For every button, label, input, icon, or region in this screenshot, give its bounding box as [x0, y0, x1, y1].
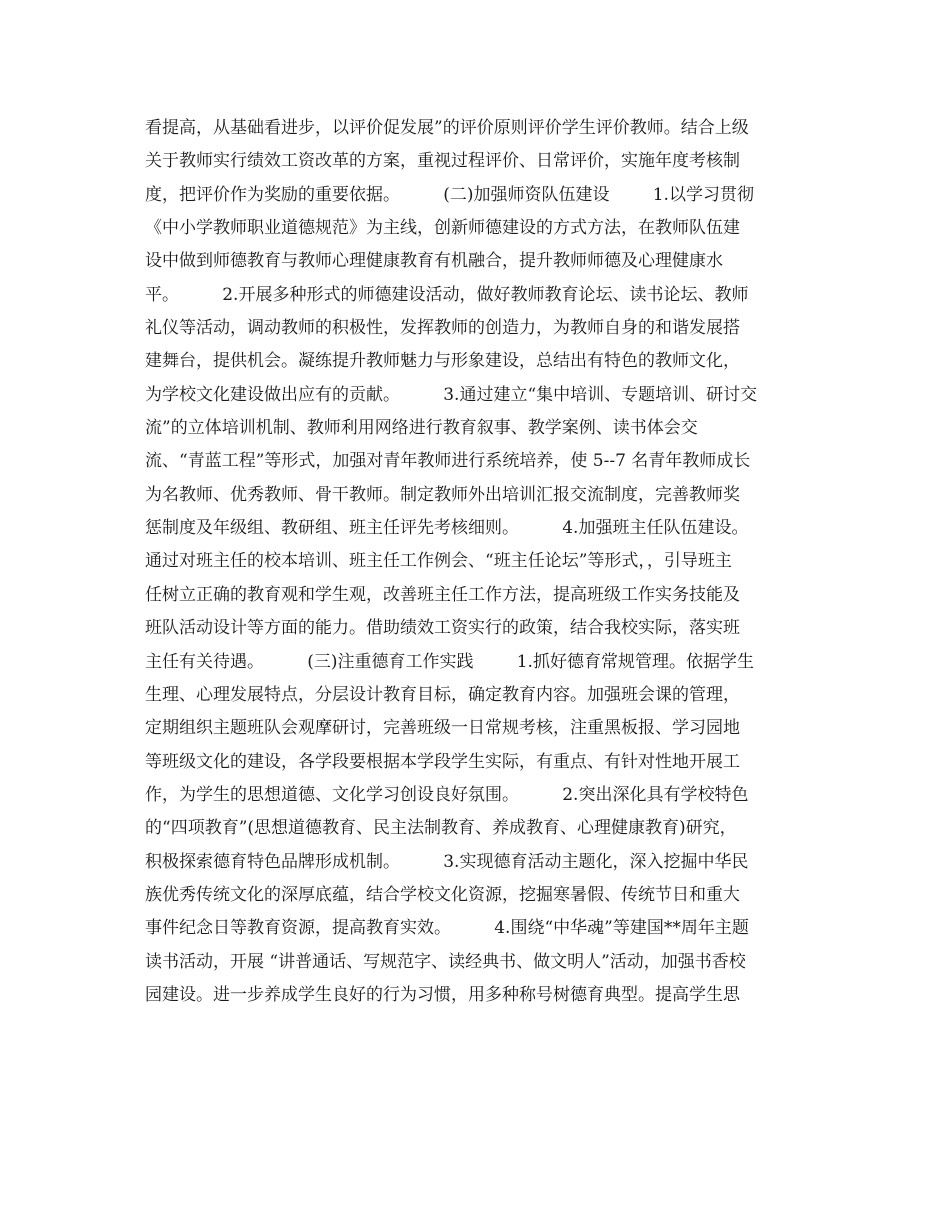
text-line: 为学校文化建设做出应有的贡献。 3.通过建立“集中培训、专题培训、研讨交	[145, 384, 758, 405]
text-line: 设中做到师德教育与教师心理健康教育有机融合，提升教师师德及心理健康水	[145, 251, 723, 272]
text-line: 的“四项教育”(思想道德教育、民主法制教育、养成教育、心理健康教育)研究，	[145, 818, 737, 839]
text-line: 通过对班主任的校本培训、班主任工作例会、“班主任论坛”等形式，，引导班主	[145, 551, 732, 572]
text-line: 度，把评价作为奖励的重要依据。 (二)加强师资队伍建设 1.以学习贯彻	[145, 184, 754, 205]
text-line: 礼仪等活动，调动教师的积极性，发挥教师的创造力，为教师自身的和谐发展搭	[145, 318, 740, 339]
text-line: 读书活动，开展 “讲普通话、写规范字、读经典书、做文明人”活动，加强书香校	[145, 951, 746, 972]
text-line: 关于教师实行绩效工资改革的方案，重视过程评价、日常评价，实施年度考核制	[145, 151, 740, 172]
text-line: 平。 2.开展多种形式的师德建设活动，做好教师教育论坛、读书论坛、教师	[145, 284, 749, 305]
text-line: 定期组织主题班队会观摩研讨，完善班级一日常规考核，注重黑板报、学习园地	[145, 718, 740, 739]
text-line: 流”的立体培训机制、教师利用网络进行教育叙事、教学案例、读书体会交	[145, 418, 698, 439]
text-line: 族优秀传统文化的深厚底蕴，结合学校文化资源，挖掘寒暑假、传统节日和重大	[145, 884, 740, 905]
text-line: 主任有关待遇。 (三)注重德育工作实践 1.抓好德育常规管理。依据学生	[145, 651, 754, 672]
text-line: 流、“青蓝工程”等形式，加强对青年教师进行系统培养，使 5--7 名青年教师成长	[145, 451, 751, 472]
text-line: 惩制度及年级组、教研组、班主任评先考核细则。 4.加强班主任队伍建设。	[145, 518, 749, 539]
body-text	[145, 112, 810, 1012]
text-line: 建舞台，提供机会。凝练提升教师魅力与形象建设，总结出有特色的教师文化，	[145, 351, 740, 372]
text-line: 园建设。进一步养成学生良好的行为习惯，用多种称号树德育典型。提高学生思	[145, 984, 740, 1005]
text-line: 任树立正确的教育观和学生观，改善班主任工作方法，提高班级工作实务技能及	[145, 584, 740, 605]
text-line: 作，为学生的思想道德、文化学习创设良好氛围。 2.突出深化具有学校特色	[145, 784, 749, 805]
text-line: 生理、心理发展特点，分层设计教育目标，确定教育内容。加强班会课的管理，	[145, 684, 740, 705]
text-line: 等班级文化的建设，各学段要根据本学段学生实际，有重点、有针对性地开展工	[145, 751, 740, 772]
text-line: 为名教师、优秀教师、骨干教师。制定教师外出培训汇报交流制度，完善教师奖	[145, 484, 740, 505]
text-line: 《中小学教师职业道德规范》为主线，创新师德建设的方式方法，在教师队伍建	[145, 218, 740, 239]
text-line: 班队活动设计等方面的能力。借助绩效工资实行的政策，结合我校实际，落实班	[145, 618, 740, 639]
text-line: 积极探索德育特色品牌形成机制。 3.实现德育活动主题化，深入挖掘中华民	[145, 851, 749, 872]
text-line: 看提高，从基础看进步，以评价促发展”的评价原则评价学生评价教师。结合上级	[145, 118, 749, 138]
text-line: 事件纪念日等教育资源，提高教育实效。 4.围绕“中华魂”等建国**周年主题	[145, 918, 749, 939]
